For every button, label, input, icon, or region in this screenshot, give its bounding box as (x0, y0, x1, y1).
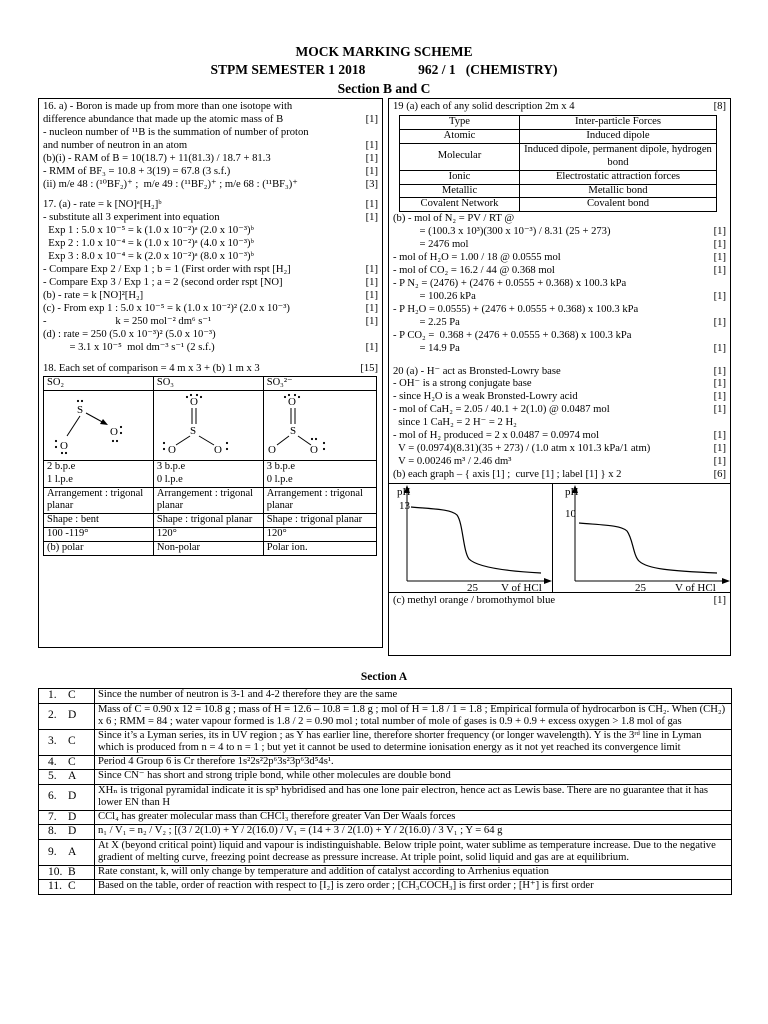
so3-header: SO₃ (153, 377, 263, 391)
so2-header: SO₂ (44, 377, 154, 391)
q20-line-mark: [1] (713, 365, 726, 377)
q19b-line (393, 330, 726, 343)
q17-line-text: - k = 250 mol⁻² dm⁶ s⁻¹ (43, 315, 212, 327)
q19-heading (393, 101, 726, 114)
q17-answer (43, 199, 378, 354)
page-title: MOCK MARKING SCHEME (295, 44, 473, 59)
so3-o-atom-top: O (189, 396, 198, 409)
q19b-line-text: - P N₂ = (2476) + (2476 + 0.0555 + 0.368) x 100.3 kPa (393, 277, 627, 289)
mcq-row (39, 689, 732, 704)
so32-bpe: 3 b.p.e (266, 461, 296, 473)
so3-2-header: SO₃²⁻ (263, 377, 376, 391)
so3-o-atom-right: O (213, 444, 222, 456)
q17-line-text: - Compare Exp 3 / Exp 1 ; a = 2 (second order rspt [NO] (43, 276, 283, 288)
q17-line-text: 17. (a) - rate = k [NO]ᵃ[H₂]ᵇ (43, 199, 162, 211)
ph-graphs (393, 483, 726, 591)
mcq-row (39, 839, 732, 865)
q20-line (393, 456, 726, 469)
mcq-answer: C (68, 735, 76, 748)
q20-line (393, 378, 726, 391)
mcq-row (39, 729, 732, 755)
so2-shape: Shape : bent (44, 514, 154, 528)
mcq-explanation: Mass of C = 0.90 x 12 = 10.8 g ; mass of H = 12.6 – 10.8 = 1.8 g ; mol of H = 1.8 / 1 = 1.8 ; Empirical formula of hydrocarbon is CH₂. When (CH₂) x 6 ; RMM = 84 ; water vapour formed is 1.8 / 2 = 0.90 mol ; total number of mole of gases is 0.9 + 0.9 + excess oxygen > 1.8 mol of gas (95, 703, 732, 729)
q19b-line-text: - P CO₂ = 0.368 + (2476 + 0.0555 + 0.368) x 100.3 kPa (393, 329, 632, 341)
q16-line-text: 16. a) - Boron is made up from more than one isotope with (43, 101, 293, 112)
mcq-number-answer (39, 703, 95, 729)
q20-line-mark: [6] (713, 468, 726, 480)
q16-line-mark: [3] (365, 178, 378, 190)
q19b-line-mark: [1] (713, 316, 726, 328)
q18-heading (43, 363, 378, 376)
q20-line-text: V = 0.00246 m³ / 2.46 dm³ (393, 455, 512, 467)
q16-line-text: (ii) m/e 48 : (¹⁰BF₂)⁺ ; m/e 49 : (¹¹BF₂)⁺ ; m/e 68 : (¹¹BF₃)⁺ (43, 178, 298, 190)
q16-line (43, 179, 378, 192)
mcq-row (39, 810, 732, 825)
q19b-line-mark: [1] (713, 290, 726, 302)
left-answer-panel (38, 98, 383, 648)
graph2-x-label: V of HCl (675, 581, 716, 593)
so2-lpe: 1 l.p.e (47, 473, 73, 485)
q17-line-mark: [1] (365, 264, 378, 276)
so3-polarity: Non-polar (153, 541, 263, 555)
mcq-number-answer (39, 784, 95, 810)
solid-type: Molecular (400, 143, 520, 170)
q20-line-mark: [1] (713, 443, 726, 455)
so32-o-atom-top: O (287, 396, 296, 409)
solid-type-row (400, 198, 717, 212)
solid-type: Metallic (400, 184, 520, 198)
q16-line-mark: [1] (365, 152, 378, 164)
q19b-line-mark: [1] (713, 342, 726, 354)
q20-line (393, 443, 726, 456)
q20c-text: (c) methyl orange / bromothymol blue (393, 594, 556, 606)
q19b-line (393, 343, 726, 356)
q17-line-mark: [1] (365, 212, 378, 224)
mcq-number: 9. (48, 845, 57, 858)
q20-line-mark: [1] (713, 404, 726, 416)
q20-line (393, 469, 726, 482)
mcq-explanation: Based on the table, order of reaction with respect to [I₂] is zero order ; [CH₃COCH₃] is first order ; [H⁺] is first order (95, 880, 732, 895)
graph1-x-label: V of HCl (501, 581, 542, 593)
exam-name: STPM SEMESTER 1 2018 (210, 62, 366, 77)
solid-type: Atomic (400, 129, 520, 143)
q19b-line-mark: [1] (713, 265, 726, 277)
mcq-number: 2. (48, 709, 57, 722)
q17-line-text: (c) - From exp 1 : 5.0 x 10⁻⁵ = k (1.0 x 10⁻²)² (2.0 x 10⁻³) (43, 302, 290, 314)
so2-s-atom: S (77, 404, 84, 417)
mcq-explanation: Since the number of neutron is 3-1 and 4-2 therefore they are the same (95, 689, 732, 704)
mcq-explanation: n₁ / V₁ = n₂ / V₂ ; [(3 / 2(1.0) + Y / 2(16.0) / V₁ = (14 + 3 / 2(1.0) + Y / 2(16.0) / 3 V₁ ; Y = 64 g (95, 825, 732, 840)
so3-2-polarity: Polar ion. (263, 541, 376, 555)
q19b-line-mark: [1] (713, 252, 726, 264)
mcq-row (39, 784, 732, 810)
q17-line-mark: [1] (365, 302, 378, 314)
q19b-line (393, 291, 726, 304)
q16-line-mark (374, 127, 378, 140)
mcq-answer: B (68, 865, 76, 878)
mcq-number: 8. (48, 825, 57, 838)
q16-line-mark: [1] (365, 113, 378, 125)
so3-arrangement: Arrangement : trigonal planar (153, 487, 263, 514)
solid-types-table (399, 115, 717, 212)
q17-line-mark (374, 238, 378, 251)
q18-table (43, 376, 377, 555)
q19b-line-mark (722, 330, 726, 343)
q16-line (43, 153, 378, 166)
q19b-line (393, 317, 726, 330)
mcq-explanation: Since CN⁻ has short and strong triple bond, while other molecules are double bond (95, 770, 732, 785)
mcq-explanation: At X (beyond critical point) liquid and vapour is indistinguishable. Below triple point, water sublime as temperature increase. Due to the negative gradient of melting curve, freezing point decrease as pressure increase. At triple point, solid liquid and gas are at equilibrium. (95, 839, 732, 865)
graph2-curve (579, 523, 717, 573)
solid-type: Covalent Network (400, 198, 520, 212)
so32-lpe: 0 l.p.e (266, 473, 293, 485)
q17-line-text: - Compare Exp 2 / Exp 1 ; b = 1 (First order with rspt [H₂] (43, 264, 291, 276)
q19b-line-text: = 14.9 Pa (393, 342, 460, 354)
q17-line-text: Exp 2 : 1.0 x 10⁻⁴ = k (1.0 x 10⁻²)ᵃ (4.0 x 10⁻³)ᵇ (43, 238, 254, 250)
q17-line (43, 316, 378, 329)
mcq-number: 11. (48, 880, 62, 893)
q16-line (43, 101, 378, 114)
mcq-number-answer (39, 865, 95, 880)
section-a-table (38, 688, 732, 895)
q19b-line (393, 278, 726, 291)
graph1-y-label: pH (397, 485, 411, 498)
q20-line-text: V = (0.0974)(8.31)(35 + 273) / (1.0 atm x 101.3 kPa/1 atm) (393, 443, 651, 455)
q16-line-mark (374, 101, 378, 114)
mcq-explanation: XHₙ is trigonal pyramidal indicate it is sp³ hybridised and has one lone pair electron, hence act as Lewis base. There are no guarantee that it has lower EN than H (95, 784, 732, 810)
q16-line-text: - nucleon number of ¹¹B is the summation of number of proton (43, 126, 309, 138)
q19b-line-text: = (100.3 x 10³)(300 x 10⁻³) / 8.31 (25 + 273) (393, 226, 611, 238)
q19b-line-mark: [1] (713, 226, 726, 238)
so2-polarity: (b) polar (44, 541, 154, 555)
q19b-line-mark: [1] (713, 239, 726, 251)
so2-o-atom-right: O (110, 426, 118, 439)
mcq-row (39, 770, 732, 785)
q20-line (393, 366, 726, 379)
graph2-x-mark: 25 (635, 581, 646, 593)
so2-angle: 100 -119° (44, 528, 154, 542)
q20-line-mark (722, 417, 726, 430)
q17-line-mark (374, 329, 378, 342)
graph1-y-start: 13 (399, 499, 410, 512)
graph2-y-start: 10 (565, 507, 576, 520)
q20-line (393, 430, 726, 443)
forces-col-header: Inter-particle Forces (520, 115, 717, 129)
q19b-line-mark (722, 278, 726, 291)
mcq-answer: D (68, 810, 77, 823)
q17-line-mark: [1] (365, 289, 378, 301)
graph2-y-label: pH (565, 485, 579, 498)
q19b-line-text: - mol of H₂O = 1.00 / 18 @ 0.0555 mol (393, 252, 561, 264)
mcq-answer: D (68, 825, 77, 838)
so2-bpe: 2 b.p.e (47, 461, 76, 473)
so3-2-angle: 120° (263, 528, 376, 542)
q20-line-mark: [1] (713, 455, 726, 467)
mcq-number: 6. (48, 790, 57, 803)
so2-structure-diagram (44, 391, 152, 455)
mcq-answer: C (68, 880, 76, 893)
q16-line-mark: [1] (365, 165, 378, 177)
mcq-explanation: Since it’s a Lyman series, its in UV region ; as Y has earlier line, therefore shorter frequency (or longer wavelength). Y is the 3ʳᵈ line in Lyman which is produced from n = 4 to n = 1 ; but yet it cannot be used to determine ionisation energy as it not yet reached its convergence limit (95, 729, 732, 755)
ph-graph-2 (561, 483, 733, 593)
mcq-number-answer (39, 880, 95, 895)
q20-line-text: - OH⁻ is a strong conjugate base (393, 378, 532, 390)
solid-type-row (400, 143, 717, 170)
so2-arrangement: Arrangement : trigonal planar (44, 487, 154, 514)
q18-mark: [15] (360, 362, 378, 374)
q17-line (43, 251, 378, 264)
inter-particle-force: Metallic bond (520, 184, 717, 198)
q20-line (393, 404, 726, 417)
q17-line-mark (374, 225, 378, 238)
so32-s-atom: S (289, 425, 296, 438)
q20-part-c (393, 595, 726, 608)
q17-line-mark: [1] (365, 276, 378, 288)
q17-line (43, 199, 378, 212)
q16-line-text: - RMM of BF₃ = 10.8 + 3(19) = 67.8 (3 s.f.) (43, 165, 231, 177)
q20-line-text: - since H₂O is a weak Bronsted-Lowry acid (393, 391, 578, 403)
q20-answer (393, 366, 726, 482)
mcq-explanation: Period 4 Group 6 is Cr therefore 1s²2s²2p⁶3s²3p⁶3d⁵4s¹. (95, 755, 732, 770)
mcq-number-answer (39, 689, 95, 704)
mcq-answer: D (68, 790, 77, 803)
q17-line (43, 225, 378, 238)
so3-2-structure-diagram (264, 391, 372, 455)
mcq-row (39, 825, 732, 840)
so2-structure (44, 391, 154, 461)
mcq-number-answer (39, 729, 95, 755)
mcq-number-answer (39, 825, 95, 840)
q18-title: 18. Each set of comparison = 4 m x 3 + (b) 1 m x 3 (43, 362, 260, 374)
q17-line-text: (d) : rate = 250 (5.0 x 10⁻³)² (5.0 x 10⁻³) (43, 328, 216, 340)
mcq-row (39, 880, 732, 895)
so3-2-pairs (263, 461, 376, 488)
q16-line-text: (b)(i) - RAM of B = 10(18.7) + 11(81.3) / 18.7 + 81.3 (43, 152, 271, 164)
so3-2-arrangement: Arrangement : trigonal planar (263, 487, 376, 514)
q17-line (43, 212, 378, 225)
q20c-mark: [1] (713, 594, 726, 606)
q16-line (43, 166, 378, 179)
exam-subtitle (0, 62, 768, 78)
q20-line (393, 417, 726, 430)
q19b-line-text: = 100.26 kPa (393, 290, 476, 302)
mcq-number-answer (39, 839, 95, 865)
q16-line (43, 114, 378, 127)
mcq-answer: D (68, 709, 77, 722)
q20-line-text: since 1 CaH₂ = 2 H⁻ = 2 H₂ (393, 417, 517, 429)
q20-line-mark: [1] (713, 391, 726, 403)
mcq-number: 7. (48, 810, 57, 823)
q19b-line (393, 304, 726, 317)
so3-s-atom: S (189, 425, 196, 438)
q17-line (43, 290, 378, 303)
inter-particle-force: Induced dipole, permanent dipole, hydrogen bond (520, 143, 717, 170)
mcq-row (39, 703, 732, 729)
mcq-number: 10. (48, 865, 63, 878)
mcq-number: 4. (48, 755, 57, 768)
type-col-header: Type (400, 115, 520, 129)
q17-line-text: Exp 3 : 8.0 x 10⁻⁴ = k (2.0 x 10⁻²)ᵃ (8.0 x 10⁻³)ᵇ (43, 251, 254, 263)
so32-o-atom-left: O (267, 444, 276, 456)
mcq-explanation: CCl₄ has greater molecular mass than CHCl₃ therefore greater Van Der Waals forces (95, 810, 732, 825)
mcq-number-answer (39, 810, 95, 825)
q19b-line-text: = 2476 mol (393, 239, 469, 251)
q16-line (43, 140, 378, 153)
q16-line (43, 127, 378, 140)
q19b-line-text: - P H₂O = 0.0555) + (2476 + 0.0555 + 0.368) x 100.3 kPa (393, 303, 639, 315)
q19b-line (393, 226, 726, 239)
q17-line-text: - substitute all 3 experiment into equation (43, 212, 220, 224)
section-a-title: Section A (360, 671, 408, 683)
paper-code: 962 / 1 (CHEMISTRY) (418, 62, 558, 77)
mcq-number: 1. (48, 689, 57, 701)
mcq-answer: C (68, 755, 76, 768)
q19-mark: [8] (713, 101, 726, 112)
q16-line-text: difference abundance that made up the atomic mass of B (43, 113, 284, 125)
q19b-line (393, 239, 726, 252)
q17-line (43, 342, 378, 355)
mcq-number: 3. (48, 735, 57, 748)
mcq-number-answer (39, 770, 95, 785)
q17-line (43, 264, 378, 277)
mcq-number: 5. (48, 770, 57, 783)
q19b-line (393, 252, 726, 265)
q20-line-mark: [1] (713, 378, 726, 390)
q19b-line-mark (722, 304, 726, 317)
q19b-line-text: = 2.25 Pa (393, 316, 460, 328)
right-answer-panel (388, 98, 731, 656)
mcq-answer: C (68, 689, 76, 701)
so3-structure-diagram (154, 391, 262, 455)
q19b-line (393, 213, 726, 226)
so3-2-shape: Shape : trigonal planar (263, 514, 376, 528)
so2-pairs (44, 461, 154, 488)
q20-line-text: 20 (a) - H⁻ act as Bronsted-Lowry base (393, 365, 561, 377)
q17-line (43, 303, 378, 316)
inter-particle-force: Electrostatic attraction forces (520, 170, 717, 184)
mcq-number-answer (39, 755, 95, 770)
q19b-line-mark (722, 213, 726, 226)
so2-o-atom-left: O (60, 440, 68, 453)
mcq-answer: A (68, 845, 77, 858)
so3-2-structure (263, 391, 376, 461)
graph1-curve (411, 507, 541, 573)
q17-line-mark (374, 251, 378, 264)
q17-line-text: Exp 1 : 5.0 x 10⁻⁵ = k (1.0 x 10⁻²)ᵃ (2.0 x 10⁻³)ᵇ (43, 225, 254, 237)
q16-answer (43, 101, 378, 191)
q17-line-text: = 3.1 x 10⁻⁵ mol dm⁻³ s⁻¹ (2 s.f.) (43, 341, 215, 353)
section-bc-title: Section B and C (337, 81, 431, 96)
mcq-explanation: Rate constant, k, will only change by temperature and addition of catalyst according to Arrhenius equation (95, 865, 732, 880)
q17-line-text: (b) - rate = k [NO]²[H₂] (43, 289, 144, 301)
q20-line-text: (b) each graph – { axis [1] ; curve [1] ; label [1] } x 2 (393, 468, 622, 480)
q17-line-mark: [1] (365, 199, 378, 211)
q19-title: 19 (a) each of any solid description 2m x 4 (393, 101, 575, 112)
q20-line-text: - mol of CaH₂ = 2.05 / 40.1 + 2(1.0) @ 0.0487 mol (393, 404, 610, 416)
q20-line-text: - mol of H₂ produced = 2 x 0.0487 = 0.0974 mol (393, 430, 600, 442)
so3-shape: Shape : trigonal planar (153, 514, 263, 528)
mcq-answer: A (68, 770, 77, 783)
q17-line (43, 238, 378, 251)
so3-o-atom-left: O (167, 444, 176, 456)
q20-line-mark: [1] (713, 430, 726, 442)
q17-line-mark: [1] (365, 341, 378, 353)
q19b-line-text: - mol of CO₂ = 16.2 / 44 @ 0.368 mol (393, 265, 555, 277)
inter-particle-force: Covalent bond (520, 198, 717, 212)
q19-part-b (393, 213, 726, 355)
solid-type: Ionic (400, 170, 520, 184)
q17-line (43, 329, 378, 342)
so3-pairs (153, 461, 263, 488)
mcq-row (39, 865, 732, 880)
q17-line-mark: [1] (365, 315, 378, 327)
inter-particle-force: Induced dipole (520, 129, 717, 143)
solid-type-row (400, 129, 717, 143)
ph-graph-1 (393, 483, 553, 593)
q20-line (393, 391, 726, 404)
q16-line-mark: [1] (365, 139, 378, 151)
solid-type-row (400, 170, 717, 184)
q17-line (43, 277, 378, 290)
so3-lpe: 0 l.p.e (156, 473, 183, 485)
so3-structure (153, 391, 263, 461)
so3-bpe: 3 b.p.e (156, 461, 186, 473)
so3-angle: 120° (153, 528, 263, 542)
q19b-line-text: (b) - mol of N₂ = PV / RT @ (393, 213, 515, 225)
mcq-row (39, 755, 732, 770)
so32-o-atom-right: O (309, 444, 318, 456)
solid-type-row (400, 184, 717, 198)
q16-line-text: and number of neutron in an atom (43, 139, 188, 151)
graph1-x-mark: 25 (467, 581, 478, 593)
q19b-line (393, 265, 726, 278)
